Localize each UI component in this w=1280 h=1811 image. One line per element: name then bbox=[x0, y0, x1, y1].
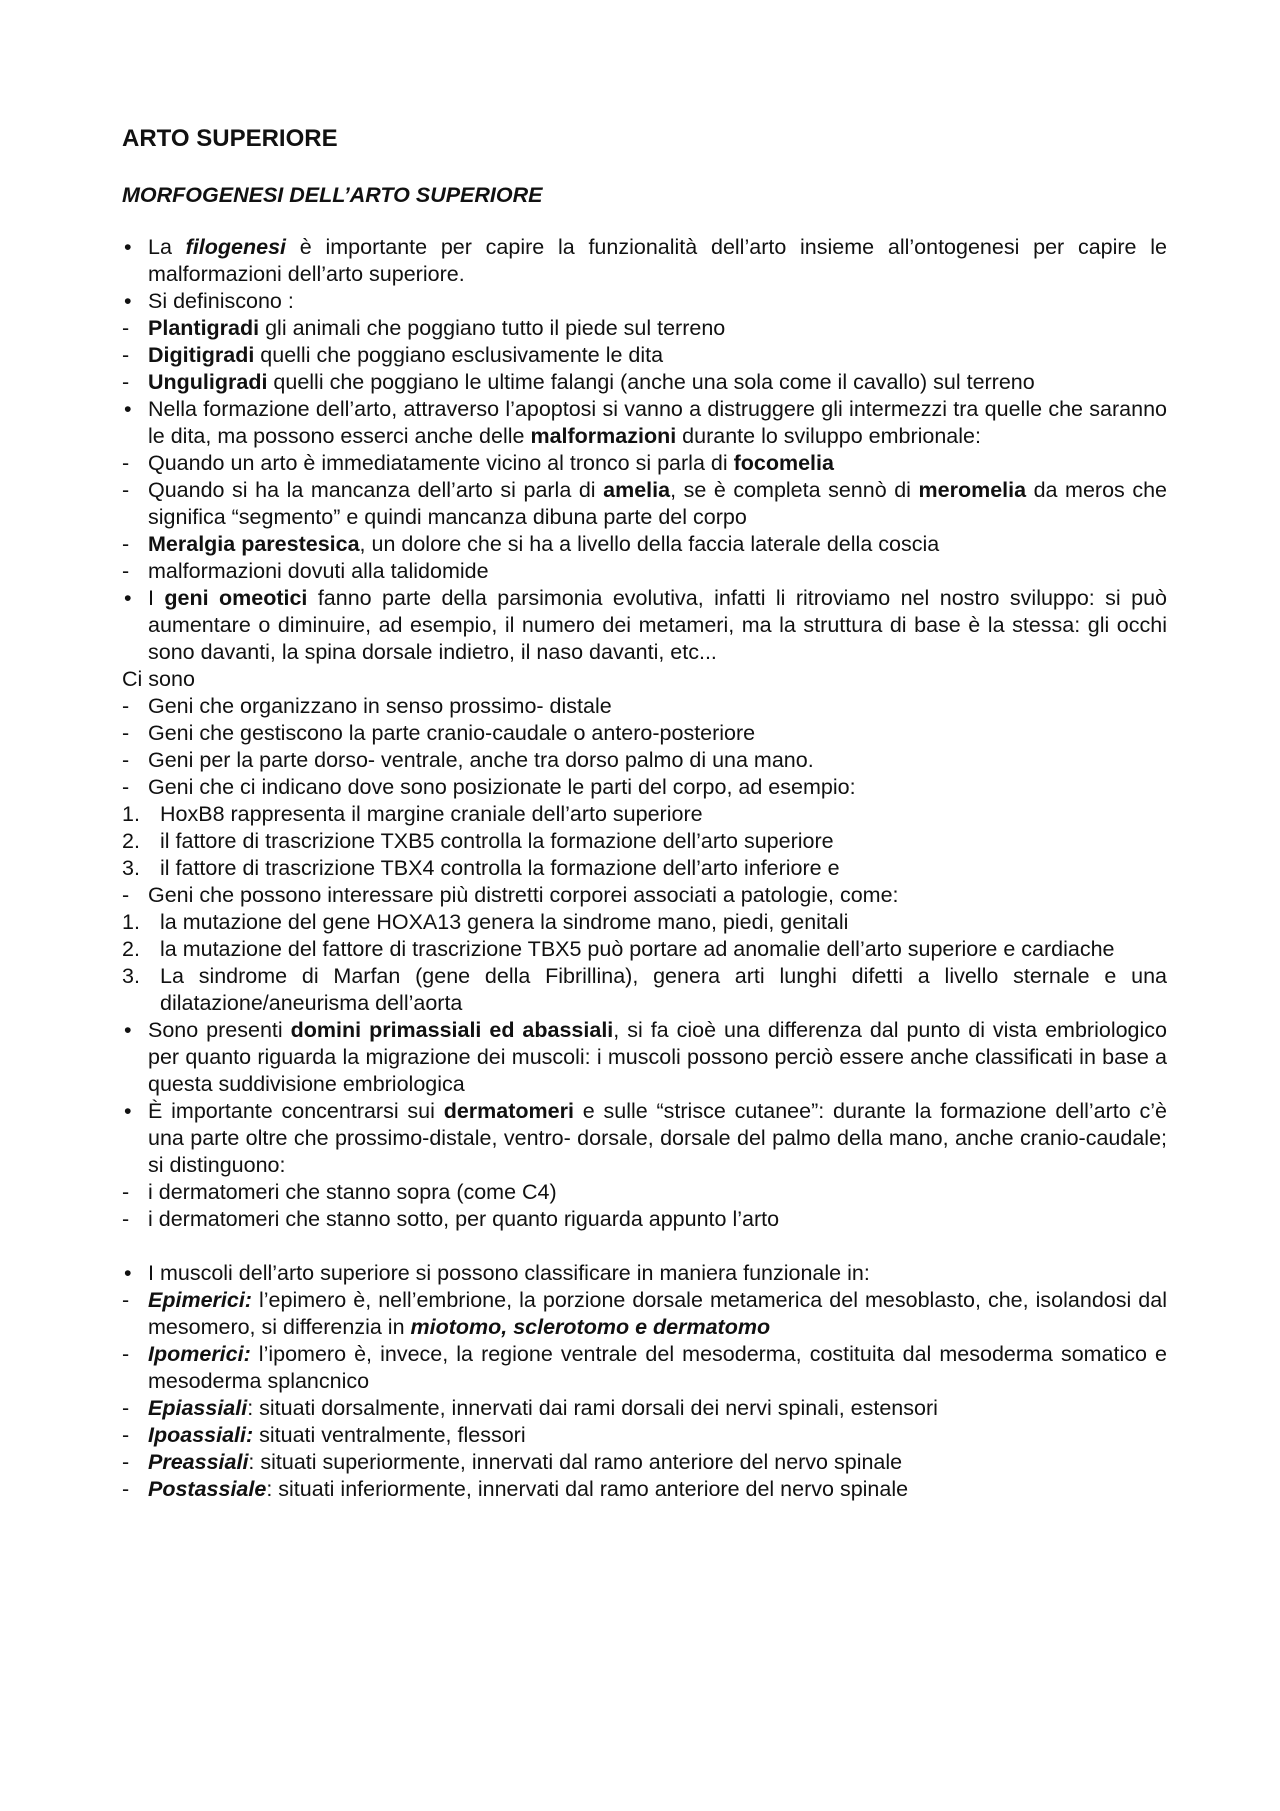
list-item: - Unguligradi quelli che poggiano le ultime falangi (anche una sola come il cavallo) sul terreno bbox=[122, 370, 1035, 394]
numbered-item: 1. la mutazione del gene HOXA13 genera la sindrome mano, piedi, genitali bbox=[122, 910, 849, 934]
dash-marker: - bbox=[122, 1207, 130, 1231]
bullet-marker: • bbox=[124, 1018, 132, 1042]
dash-marker: - bbox=[122, 694, 130, 718]
list-item: - Geni che possono interessare più distretti corporei associati a patologie, come: bbox=[122, 883, 899, 907]
dash-marker: - bbox=[122, 721, 130, 745]
list-item: - Quando si ha la mancanza dell’arto si parla di amelia, se è completa sennò di meromelia da meros che significa “segmento” e quindi mancanza dibuna parte del corpo bbox=[122, 478, 1167, 529]
dash-marker: - bbox=[122, 775, 130, 799]
numbered-item: 2. la mutazione del fattore di trascrizione TBX5 può portare ad anomalie dell’arto superiore e cardiache bbox=[122, 937, 1115, 961]
page-title: ARTO SUPERIORE bbox=[122, 125, 338, 152]
list-item: • Si definiscono : bbox=[124, 289, 294, 313]
dash-marker: - bbox=[122, 1396, 130, 1420]
list-item: - Ipoassiali: situati ventralmente, flessori bbox=[122, 1423, 526, 1447]
dash-marker: - bbox=[122, 1477, 130, 1501]
list-item: - Ipomerici: l’ipomero è, invece, la regione ventrale del mesoderma, costituita dal mesoderma somatico e mesoderma splancnico bbox=[122, 1342, 1167, 1393]
section-title: MORFOGENESI DELL’ARTO SUPERIORE bbox=[122, 183, 543, 207]
number-marker: 1. bbox=[122, 802, 140, 826]
term-ipoassiali: Ipoassiali: bbox=[148, 1423, 254, 1447]
term-digitigradi: Digitigradi bbox=[148, 343, 255, 367]
numbered-item: 2. il fattore di trascrizione TXB5 controlla la formazione dell’arto superiore bbox=[122, 829, 834, 853]
term-meralgia: Meralgia parestesica bbox=[148, 532, 360, 556]
list-item: - Epiassiali: situati dorsalmente, innervati dai rami dorsali dei nervi spinali, estensori bbox=[122, 1396, 938, 1420]
term-dermatomeri: dermatomeri bbox=[443, 1099, 574, 1123]
term-domini: domini primassiali ed abassiali bbox=[290, 1018, 614, 1042]
number-marker: 3. bbox=[122, 964, 140, 988]
term-miotomo: miotomo, sclerotomo e dermatomo bbox=[410, 1315, 771, 1339]
term-geni-omeotici: geni omeotici bbox=[164, 586, 308, 610]
dash-marker: - bbox=[122, 748, 130, 772]
list-item: - Geni che gestiscono la parte cranio-caudale o antero-posteriore bbox=[122, 721, 756, 745]
list-item: • I muscoli dell’arto superiore si possono classificare in maniera funzionale in: bbox=[124, 1261, 870, 1285]
term-plantigradi: Plantigradi bbox=[148, 316, 260, 340]
bullet-marker: • bbox=[124, 235, 132, 259]
number-marker: 3. bbox=[122, 856, 140, 880]
list-item: - Geni per la parte dorso- ventrale, anche tra dorso palmo di una mano. bbox=[122, 748, 814, 772]
list-item: • Sono presenti domini primassiali ed abassiali, si fa cioè una differenza dal punto di vista embriologico per quanto riguarda la migrazione dei muscoli: i muscoli possono perciò essere anche classificati in base a questa suddivisione embriologica bbox=[124, 1018, 1167, 1096]
bullet-marker: • bbox=[124, 397, 132, 421]
term-preassiali: Preassiali bbox=[148, 1450, 249, 1474]
dash-marker: - bbox=[122, 1450, 130, 1474]
list-item: - Digitigradi quelli che poggiano esclusivamente le dita bbox=[122, 343, 664, 367]
list-item: - Plantigradi gli animali che poggiano tutto il piede sul terreno bbox=[122, 316, 726, 340]
list-item: • I geni omeotici fanno parte della parsimonia evolutiva, infatti li ritroviamo nel nostro sviluppo: si può aumentare o diminuire, ad esempio, il numero dei metameri, ma la struttura di base è la stessa: gli occhi sono davanti, la spina dorsale indietro, il naso davanti, etc... bbox=[124, 586, 1167, 664]
numbered-item: 3. La sindrome di Marfan (gene della Fibrillina), genera arti lunghi difetti a livello sternale e una dilatazione/aneurisma dell’aorta bbox=[122, 964, 1167, 1015]
list-item: - i dermatomeri che stanno sopra (come C4) bbox=[122, 1180, 557, 1204]
list-item: - Meralgia parestesica, un dolore che si ha a livello della faccia laterale della coscia bbox=[122, 532, 940, 556]
number-marker: 2. bbox=[122, 937, 140, 961]
term-malformazioni: malformazioni bbox=[530, 424, 677, 448]
bullet-marker: • bbox=[124, 289, 132, 313]
list-item: - Geni che organizzano in senso prossimo- distale bbox=[122, 694, 612, 718]
list-item: - Geni che ci indicano dove sono posizionate le parti del corpo, ad esempio: bbox=[122, 775, 856, 799]
bullet-marker: • bbox=[124, 1099, 132, 1123]
dash-marker: - bbox=[122, 478, 130, 502]
dash-marker: - bbox=[122, 532, 130, 556]
term-focomelia: focomelia bbox=[733, 451, 834, 475]
number-marker: 2. bbox=[122, 829, 140, 853]
dash-marker: - bbox=[122, 343, 130, 367]
term-meromelia: meromelia bbox=[918, 478, 1027, 502]
dash-marker: - bbox=[122, 1180, 130, 1204]
number-marker: 1. bbox=[122, 910, 140, 934]
dash-marker: - bbox=[122, 1423, 130, 1447]
list-item: - Postassiale: situati inferiormente, innervati dal ramo anteriore del nervo spinale bbox=[122, 1477, 909, 1501]
list-item: • Nella formazione dell’arto, attraverso l’apoptosi si vanno a distruggere gli intermezzi tra quelle che saranno le dita, ma possono esserci anche delle malformazioni durante lo sviluppo embrionale: bbox=[124, 397, 1167, 448]
dash-marker: - bbox=[122, 316, 130, 340]
term-epiassiali: Epiassiali bbox=[148, 1396, 248, 1420]
dash-marker: - bbox=[122, 1342, 130, 1366]
list-item: • La filogenesi è importante per capire la funzionalità dell’arto insieme all’ontogenesi per capire le malformazioni dell’arto superiore. bbox=[124, 235, 1167, 286]
list-item: • È importante concentrarsi sui dermatomeri e sulle “strisce cutanee”: durante la formazione dell’arto c’è una parte oltre che prossimo-distale, ventro- dorsale, dorsale del palmo della mano, anche cranio-caudale; si distinguono: bbox=[124, 1099, 1168, 1177]
dash-marker: - bbox=[122, 883, 130, 907]
dash-marker: - bbox=[122, 559, 130, 583]
term-ipomerici: Ipomerici: bbox=[148, 1342, 251, 1366]
list-item: - i dermatomeri che stanno sotto, per quanto riguarda appunto l’arto bbox=[122, 1207, 780, 1231]
list-item: - Epimerici: l’epimero è, nell’embrione, la porzione dorsale metamerica del mesoblasto, che, isolandosi dal mesomero, si differenzia in miotomo, sclerotomo e dermatomo bbox=[122, 1288, 1167, 1339]
dash-marker: - bbox=[122, 1288, 130, 1312]
bullet-marker: • bbox=[124, 1261, 132, 1285]
list-item: - malformazioni dovuti alla talidomide bbox=[122, 559, 489, 583]
numbered-item: 1. HoxB8 rappresenta il margine craniale dell’arto superiore bbox=[122, 802, 703, 826]
dash-marker: - bbox=[122, 451, 130, 475]
list-item: - Preassiali: situati superiormente, innervati dal ramo anteriore del nervo spinale bbox=[122, 1450, 903, 1474]
term-amelia: amelia bbox=[603, 478, 671, 502]
list-item: - Quando un arto è immediatamente vicino al tronco si parla di focomelia bbox=[122, 451, 834, 475]
bullet-marker: • bbox=[124, 586, 132, 610]
term-postassiale: Postassiale bbox=[148, 1477, 267, 1501]
dash-marker: - bbox=[122, 370, 130, 394]
spacer bbox=[122, 1233, 1167, 1260]
term-epimerici: Epimerici: bbox=[148, 1288, 252, 1312]
numbered-item: 3. il fattore di trascrizione TBX4 controlla la formazione dell’arto inferiore e bbox=[122, 856, 840, 880]
term-filogenesi: filogenesi bbox=[185, 235, 287, 259]
term-unguligradi: Unguligradi bbox=[148, 370, 268, 394]
paragraph: Ci sono bbox=[122, 667, 195, 691]
